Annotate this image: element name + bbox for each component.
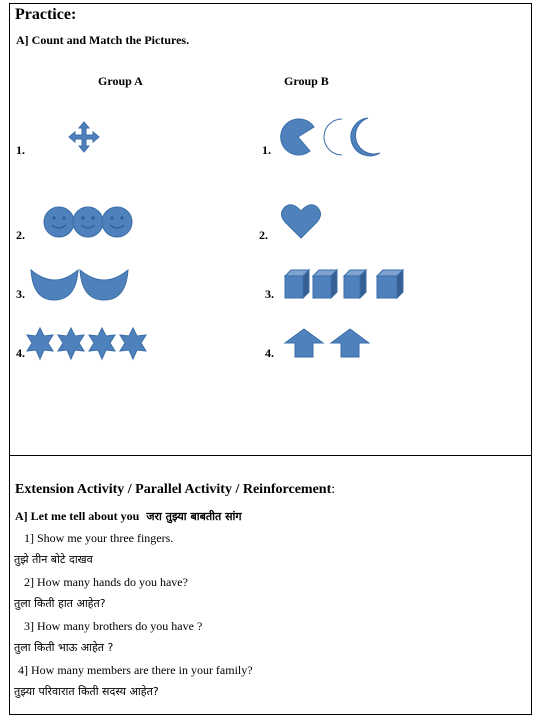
pac-moon-icon [281,119,314,155]
question-3-mr: तुला किती भाऊ आहेत ? [14,641,114,654]
group-b-number-2: 2. [259,228,268,242]
group-b-number-3: 3. [265,287,274,301]
up-arrow-icon [331,329,369,357]
moon-icon [80,270,128,300]
group-a-number-4: 4. [16,346,25,360]
question-3-en: 3] How many brothers do you have ? [24,619,203,633]
question-4-mr: तुझ्या परिवारात किती सदस्य आहेत? [14,685,159,698]
practice-instruction: A] Count and Match the Pictures. [16,33,190,47]
question-4-en: 4] How many members are there in your family? [18,663,253,677]
star-icon [120,328,146,359]
group-a-number-1: 1. [16,143,25,157]
question-2-mr: तुला किती हात आहेत? [14,597,106,610]
star-icon [89,328,115,359]
subtitle-mr: जरा तुझ्या बाबतीत सांग [146,510,242,523]
star-icon [58,328,84,359]
extension-subtitle [15,509,242,524]
heart-icon [281,203,321,239]
extension-title [15,482,335,498]
practice-title: Practice: [15,6,77,23]
group-b-label: Group B [284,74,329,88]
cubes-group [284,268,408,300]
extension-title-colon: : [331,482,336,497]
up-arrow-icon [285,329,323,357]
cube-icon [285,270,309,298]
moon-icon [31,270,78,300]
smiley-face-icon [102,207,132,237]
group-a-number-2: 2. [16,228,25,242]
smiley-face-icon [44,207,74,237]
smiley-faces-group [44,205,134,239]
question-2-en: 2] How many hands do you have? [24,575,188,589]
cube-icon [377,270,403,298]
extension-title-text: Extension Activity / Parallel Activity / Reinforcement [15,482,332,497]
stars-group [26,327,150,361]
star-icon [27,328,53,359]
cube-icon [313,270,337,298]
group-a-number-3: 3. [16,287,25,301]
cube-icon [344,270,366,298]
group-b-number-4: 4. [265,346,274,360]
group-b-number-1: 1. [262,143,271,157]
question-1-mr: तुझे तीन बोटे दाखव [14,553,93,566]
crossed-arrows-icon [68,121,100,153]
question-1-en: 1] Show me your three fingers. [24,531,174,545]
group-a-label: Group A [98,74,143,88]
pac-moon-icon [324,119,342,155]
subtitle-en: A] Let me tell about you [15,509,140,523]
pac-moon-icon [351,118,380,156]
smiley-face-icon [73,207,103,237]
pac-moons-group [276,117,382,157]
up-arrows-group [284,328,374,358]
moons-group [30,268,130,302]
